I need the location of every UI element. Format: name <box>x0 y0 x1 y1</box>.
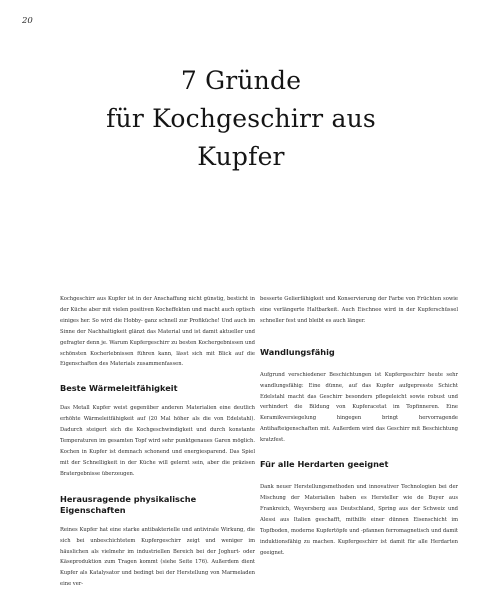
intro-paragraph: Kochgeschirr aus Kupfer ist in der Anschaffung nicht günstig, besticht in der Küche aber mit vielen positiven Kocheffekten und macht auch optisch einiges her. So wird die Hobby- ganz schnell zur Profiküche! Und auch im Sinne der Nachhaltigkeit glänzt das Material und ist damit aktueller und gefragter denn je. Warum Kupfergeschirr zu besten Kochergebnissen und schönsten Kocherlebnissen führen kann, lässt sich mit Blick auf die Eigenschaften des Materials zusammenfassen. <box>60 296 255 368</box>
section-heading-physikalische-eigenschaften: Herausragende physikalische Eigenschaften <box>60 493 197 515</box>
body-paragraph: Reines Kupfer hat eine starke antibakterielle und antivirale Wirkung, die sich bei unbeschichtetem Kupfergeschirr zeigt und weniger im häuslichen als vielmehr im industriellen Bereich bei der Joghurt- oder Käseproduktion zum Tragen kommt (siehe Seite 176). Außerdem dient Kupfer als Katalysator und bedingt bei der Herstellung von Marmeladen eine ver- <box>60 526 255 588</box>
title-line-3: Kupfer <box>197 142 285 171</box>
section-heading-wandlungsfaehig: Wandlungsfähig <box>260 346 335 357</box>
body-paragraph: Aufgrund verschiedener Beschichtungen ist Kupfergeschirr heute sehr wandlungsfähig: Eine dünne, auf das Kupfer aufgepresste Schicht Edelstahl macht das Geschirr besonders pflegeleicht sowie robust und verhindert die Bildung von Kupferacetat im Topfinneren. Eine Keramikversiegelung hingegen bringt hervorragende Antihafteigenschaften mit. Außerdem wird das Geschirr mit Beschichtung kratzfest. <box>260 371 458 444</box>
title-line-2: für Kochgeschirr aus <box>106 104 376 133</box>
body-paragraph: Das Metall Kupfer weist gegenüber anderen Materialien eine deutlich erhöhte Wärmeleitfähigkeit auf (20 Mal höher als die von Edelstahl). Dadurch steigert sich die Kochgeschwindigkeit und durch konstante Temperaturen im gesamten Topf wird sehr punktgenaues Garen möglich. Kochen in Kupfer ist demnach schonend und energiesparend. Das Spiel mit der Schnelligkeit in der Küche will gelernt sein, aber die präzisen Bratergebnisse überzeugen. <box>60 405 255 477</box>
page-number: 20 <box>22 16 33 26</box>
section-heading-herdarten: Für alle Herdarten geeignet <box>260 459 389 470</box>
page-title <box>0 62 482 176</box>
section-heading-waermeleitfaehigkeit: Beste Wärmeleitfähigkeit <box>60 383 178 394</box>
title-line-1: 7 Gründe <box>180 66 302 95</box>
body-paragraph: Dank neuer Herstellungsmethoden und innovativer Technologien bei der Mischung der Materialien haben es Hersteller wie de Buyer aus Frankreich, Weyersberg aus Deutschland, Spring aus der Schweiz und Alessi aus Italien geschafft, mithilfe einer dünnen Eisenschicht im Topfboden, moderne Kupfertöpfe und -pfannen ferromagnetisch und damit induktionsfähig zu machen. Kupfergeschirr ist damit für alle Herdarten geeignet. <box>260 484 458 556</box>
left-column <box>60 294 255 590</box>
right-column <box>260 294 458 558</box>
continuation-paragraph: besserte Gelierfähigkeit und Konservierung der Farbe von Früchten sowie eine verlängerte Haltbarkeit. Auch Eischnee wird in der Kupferschüssel schneller fest und bleibt es auch länger. <box>260 296 458 324</box>
